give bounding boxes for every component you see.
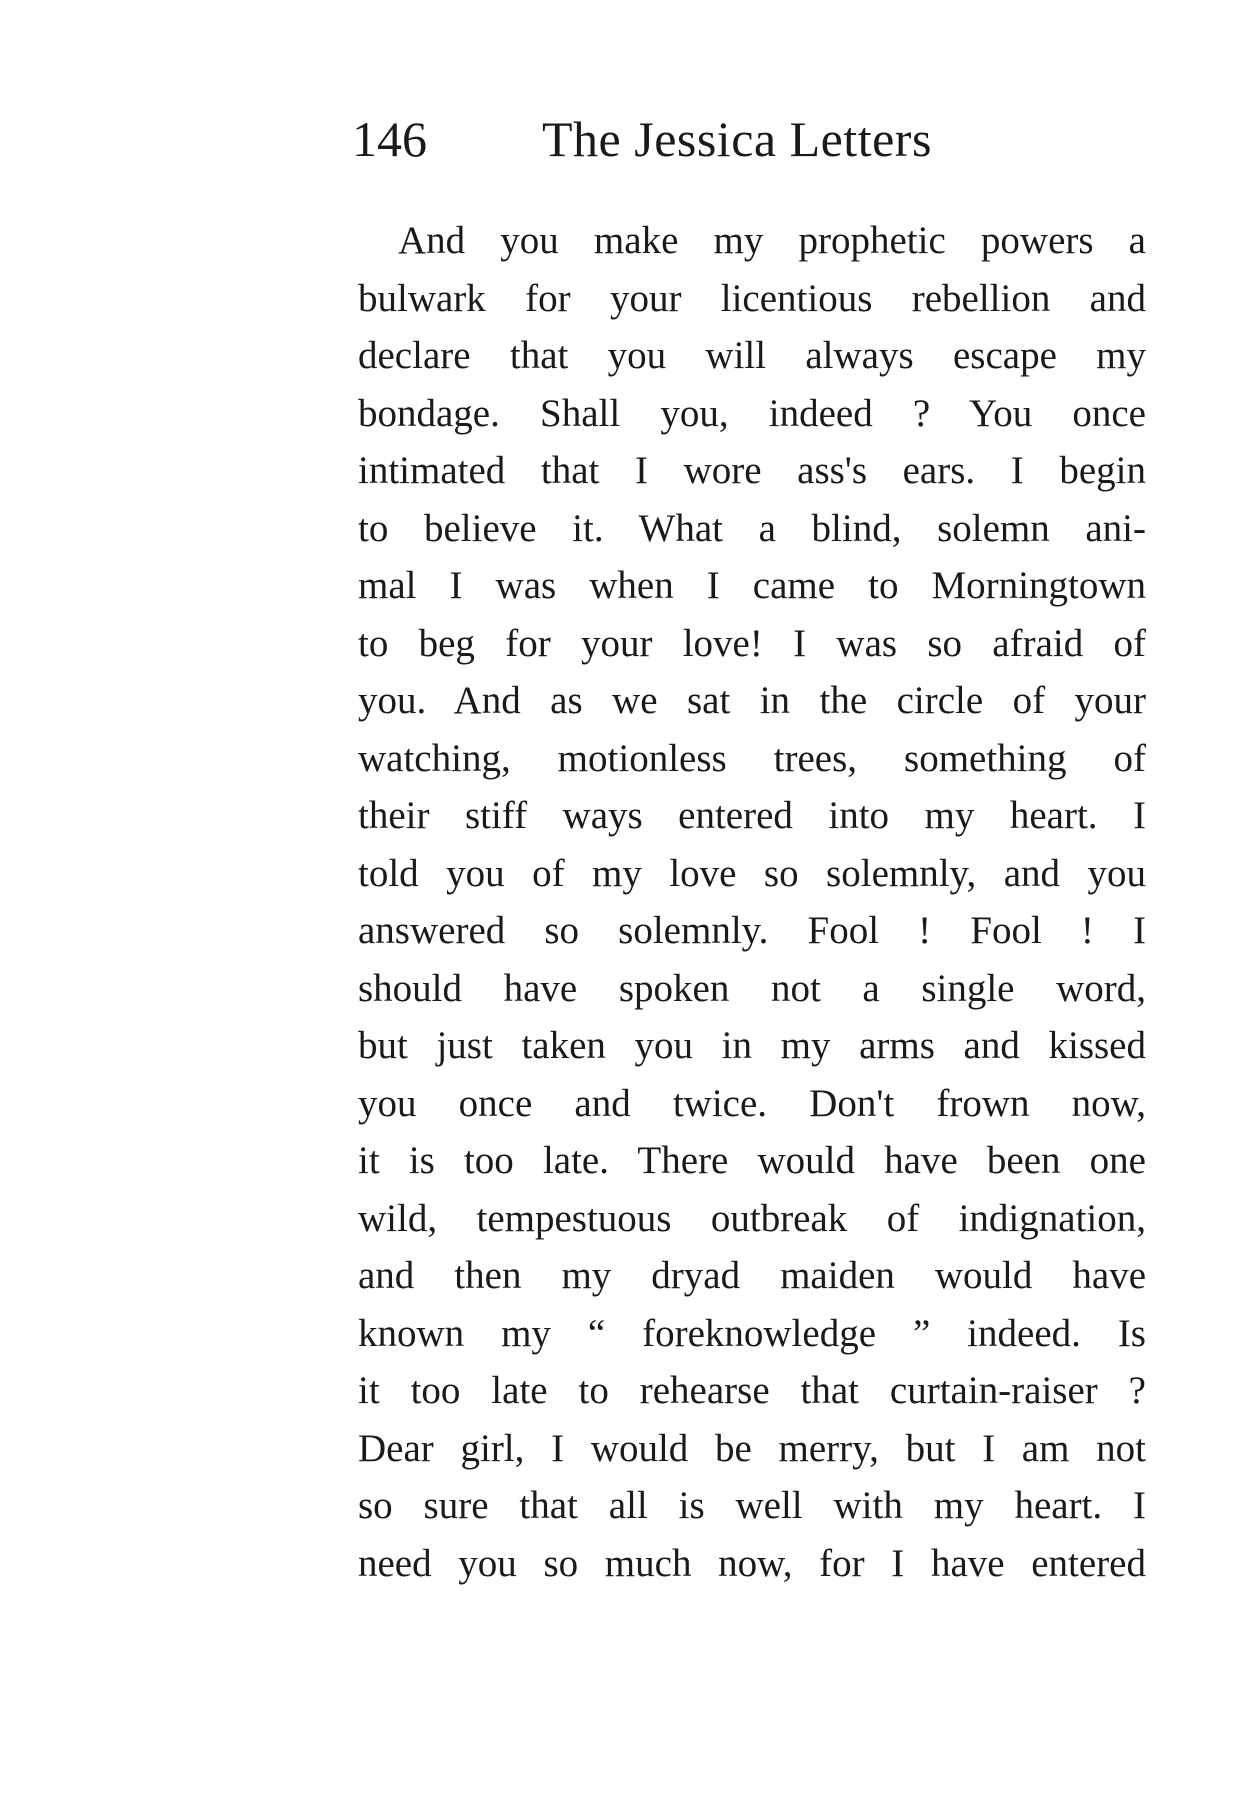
- text-line: and then my dryad maiden would have: [358, 1254, 1146, 1297]
- text-line: told you of my love so solemnly, and you: [358, 851, 1146, 895]
- text-line: intimated that I wore ass's ears. I begin: [358, 449, 1146, 492]
- text-line: known my “ foreknowledge ” indeed. Is: [358, 1311, 1146, 1355]
- text-line: you once and twice. Don't frown now,: [358, 1081, 1146, 1125]
- text-line: bulwark for your licentious rebellion and: [358, 276, 1146, 320]
- text-line: you. And as we sat in the circle of your: [358, 679, 1146, 722]
- body-text: [358, 212, 1146, 1592]
- text-line: And you make my prophetic powers a: [398, 219, 1146, 262]
- page-number: 146: [352, 111, 427, 167]
- book-title: The Jessica Letters: [542, 111, 932, 167]
- text-line: to believe it. What a blind, solemn ani-: [358, 506, 1146, 550]
- text-line: should have spoken not a single word,: [358, 966, 1146, 1010]
- text-line: it too late to rehearse that curtain-raiser ?: [358, 1369, 1146, 1412]
- text-line: watching, motionless trees, something of: [358, 736, 1146, 780]
- text-line: so sure that all is well with my heart. I: [358, 1484, 1146, 1527]
- text-line: declare that you will always escape my: [358, 334, 1146, 377]
- text-line: but just taken you in my arms and kissed: [358, 1024, 1146, 1067]
- text-line: it is too late. There would have been one: [358, 1139, 1146, 1182]
- running-head: [352, 104, 1002, 174]
- text-line: need you so much now, for I have entered: [358, 1541, 1146, 1585]
- text-line: to beg for your love! I was so afraid of: [358, 621, 1146, 665]
- text-line: their stiff ways entered into my heart. I: [358, 794, 1146, 837]
- text-line: wild, tempestuous outbreak of indignation,: [358, 1196, 1146, 1240]
- text-line: Dear girl, I would be merry, but I am not: [358, 1426, 1146, 1470]
- text-line: bondage. Shall you, indeed ? You once: [358, 391, 1146, 435]
- text-line: answered so solemnly. Fool ! Fool ! I: [358, 909, 1146, 952]
- text-line: mal I was when I came to Morningtown: [358, 564, 1146, 607]
